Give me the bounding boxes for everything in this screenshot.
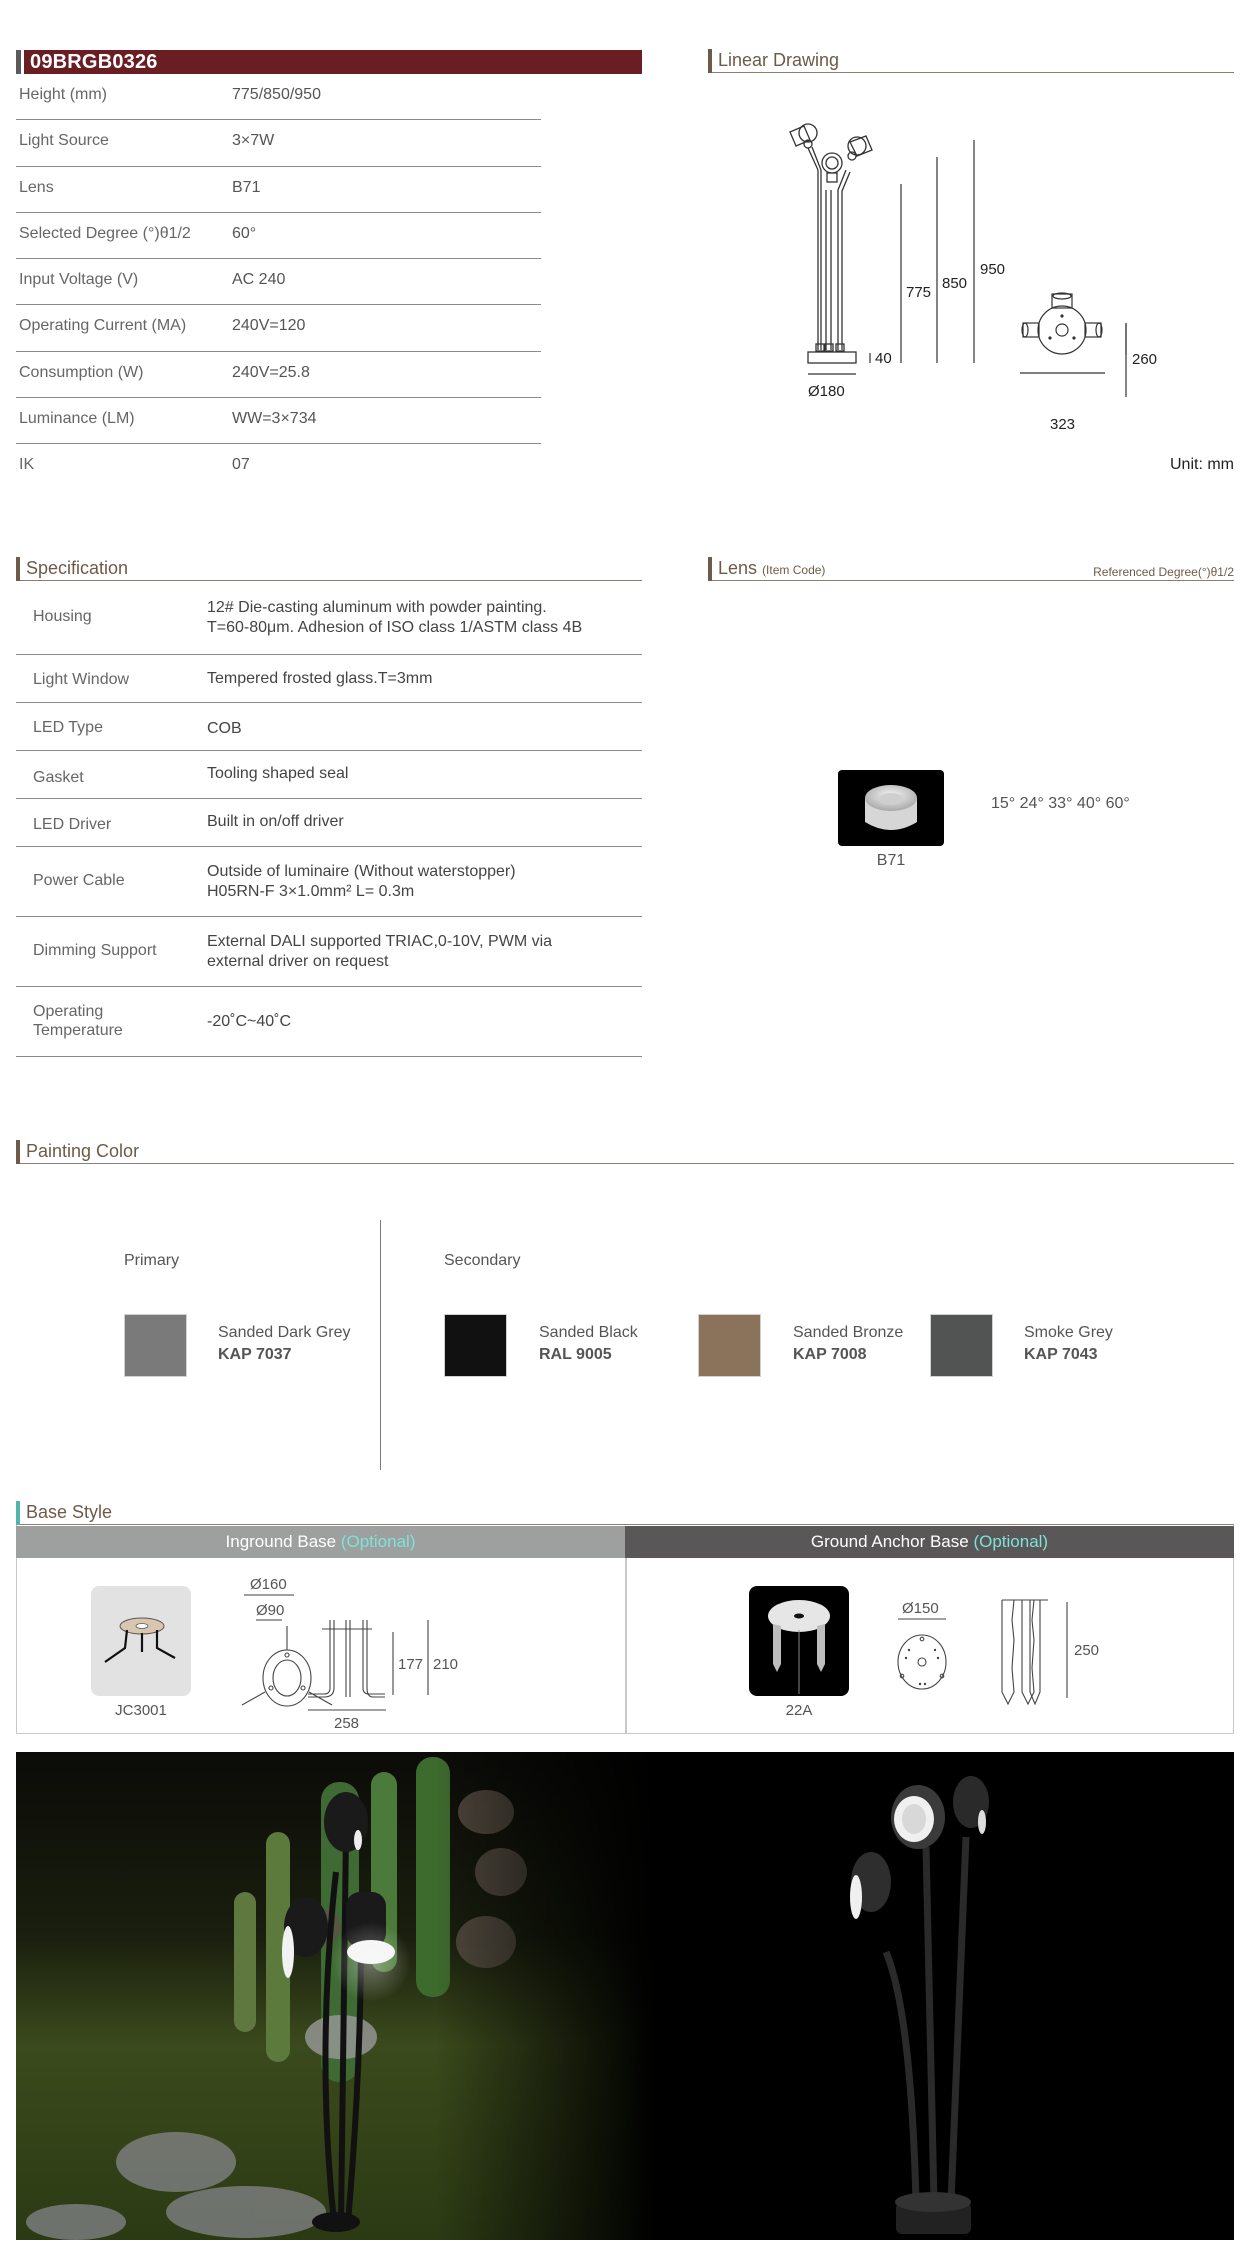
spec-row-luminance (16, 398, 541, 444)
spec-label: Input Voltage (V) (19, 271, 139, 289)
section-accent-bar (16, 557, 20, 581)
spec-value: WW=3×734 (232, 410, 317, 428)
tab-label: Inground Base (225, 1532, 337, 1551)
spec-label-line: Operating (33, 1003, 104, 1020)
dim-height-950: 950 (980, 261, 1006, 278)
section-accent-bar (16, 1140, 20, 1164)
base-split-divider (625, 1558, 627, 1734)
inground-base-tab (16, 1526, 625, 1558)
spec-label: Lens (19, 178, 54, 196)
lens-b71-image (838, 770, 944, 846)
inground-base-title (16, 1532, 625, 1552)
optional-label: (Optional) (973, 1532, 1049, 1551)
ground-anchor-base-title (625, 1532, 1234, 1552)
color-entry-sanded-black (539, 1322, 638, 1366)
spec-label: Gasket (33, 769, 84, 786)
spec-label: LED Driver (33, 816, 112, 833)
anchor-side-view (1002, 1600, 1067, 1704)
section-accent-bar (708, 49, 712, 73)
spec-label: LED Type (33, 719, 103, 736)
painting-color-header (16, 1140, 1234, 1164)
spec-label: Height (mm) (19, 86, 108, 103)
spec-row-led-driver (16, 799, 642, 847)
spec-value (207, 862, 516, 902)
section-title: Specification (26, 558, 129, 578)
color-code: KAP 7008 (793, 1346, 867, 1363)
spec-row-selected-degree (16, 213, 541, 259)
product-title-bar (16, 50, 642, 74)
spec-label-line: Temperature (33, 1022, 123, 1039)
spec-value (207, 598, 582, 638)
color-name: Smoke Grey (1024, 1324, 1113, 1341)
section-title (718, 558, 825, 579)
spec-value: Tempered frosted glass.T=3mm (207, 670, 433, 687)
spec-label: Operating Current (MA) (19, 317, 187, 335)
color-name: Sanded Dark Grey (218, 1324, 351, 1341)
tab-label: Ground Anchor Base (810, 1532, 969, 1551)
base-style-header (16, 1501, 1234, 1525)
dim-height-775: 775 (906, 284, 932, 301)
luminaire-top-view (1022, 293, 1102, 354)
spec-label: Power Cable (33, 872, 125, 889)
specification-table (16, 585, 642, 1057)
spec-value: 775/850/950 (232, 86, 321, 103)
spec-label: Light Source (19, 132, 109, 150)
swatch-sanded-black (444, 1314, 507, 1377)
lens-degrees: 15° 24° 33° 40° 60° (991, 795, 1130, 812)
inground-base-icon (91, 1586, 191, 1696)
spec-row-gasket (16, 751, 642, 799)
dim-anchor-diameter: Ø150 (902, 1600, 939, 1617)
spec-value: AC 240 (232, 271, 286, 289)
linear-drawing-header (708, 49, 1234, 73)
swatch-smoke-grey (930, 1314, 993, 1377)
inground-base-photo (91, 1586, 191, 1696)
color-entry-sanded-bronze (793, 1322, 903, 1366)
ground-anchor-base-icon (749, 1586, 849, 1696)
color-code: KAP 7043 (1024, 1346, 1098, 1363)
dim-top-width: 323 (1050, 416, 1076, 433)
primary-label: Primary (124, 1252, 180, 1269)
dim-base-diameter: Ø180 (808, 383, 845, 400)
secondary-label: Secondary (444, 1252, 521, 1269)
basic-spec-table (16, 74, 541, 491)
spec-value-line: External DALI supported TRIAC,0-10V, PWM via (207, 933, 553, 950)
optional-label: (Optional) (340, 1532, 416, 1551)
scene-fade (436, 1752, 656, 2240)
dim-inground-h1: 177 (398, 1656, 424, 1673)
spec-value: 240V=120 (232, 317, 306, 335)
spec-row-power-cable (16, 847, 642, 917)
anchor-top-view (898, 1619, 946, 1689)
spec-row-operating-temperature (16, 987, 642, 1057)
ground-anchor-base-tab (625, 1526, 1234, 1558)
spec-value: 07 (232, 456, 250, 474)
color-name: Sanded Black (539, 1324, 638, 1341)
section-accent-bar (16, 1501, 20, 1525)
spec-label: Dimming Support (33, 942, 157, 959)
swatch-sanded-dark-grey (124, 1314, 187, 1377)
referenced-degree-label: Referenced Degree(°)θ1/2 (1093, 565, 1234, 579)
section-title: Base Style (26, 1502, 113, 1522)
spec-value: Tooling shaped seal (207, 765, 349, 782)
color-entry-smoke-grey (1024, 1322, 1113, 1366)
spec-value (207, 932, 552, 972)
spec-value-line: Outside of luminaire (Without waterstopper) (207, 863, 516, 880)
dim-inground-outer-diameter: Ø160 (250, 1576, 287, 1593)
spec-row-light-source (16, 120, 541, 166)
dim-inground-inner-diameter: Ø90 (256, 1602, 285, 1619)
linear-drawing (700, 120, 1240, 450)
section-title: Linear Drawing (718, 50, 840, 70)
spec-label: IK (19, 456, 35, 474)
spec-value-line: 12# Die-casting aluminum with powder painting. (207, 599, 547, 616)
color-entry-sanded-dark-grey (218, 1322, 351, 1366)
spec-value-line: external driver on request (207, 953, 389, 970)
spec-label: Light Window (33, 671, 130, 688)
swatch-sanded-bronze (698, 1314, 761, 1377)
spec-label: Consumption (W) (19, 363, 144, 381)
inground-base-drawings (230, 1570, 520, 1730)
color-code: KAP 7037 (218, 1346, 292, 1363)
lens-header (708, 557, 1234, 581)
painting-divider (380, 1220, 381, 1470)
lens-subtitle: (Item Code) (762, 563, 826, 577)
product-code: 09BRGB0326 (30, 51, 158, 73)
spec-value: -20˚C~40˚C (207, 1013, 292, 1030)
luminaire-side-view (790, 124, 872, 363)
spec-row-operating-current (16, 305, 541, 351)
studio-background (656, 1752, 1234, 2240)
spec-row-dimming-support (16, 917, 642, 987)
section-accent-bar (708, 557, 712, 581)
spec-row-lens (16, 167, 541, 213)
spec-row-height (16, 74, 541, 120)
title-tick (16, 50, 24, 74)
dim-top-height: 260 (1132, 351, 1158, 368)
color-name: Sanded Bronze (793, 1324, 904, 1341)
color-code: RAL 9005 (539, 1346, 612, 1363)
spec-value: 3×7W (232, 132, 275, 150)
spec-row-light-window (16, 655, 642, 703)
specification-header (16, 557, 642, 581)
spec-label: Selected Degree (°)θ1/2 (19, 224, 191, 242)
spec-label: Luminance (LM) (19, 410, 135, 428)
spec-row-ik (16, 444, 541, 490)
spec-row-consumption (16, 352, 541, 398)
spec-value-line: T=60-80μm. Adhesion of ISO class 1/ASTM class 4B (207, 619, 583, 636)
ground-anchor-base-code: 22A (785, 1702, 813, 1719)
ground-anchor-drawings (880, 1580, 1120, 1710)
section-title: Painting Color (26, 1141, 140, 1161)
lens-title: Lens (718, 558, 758, 578)
spec-label: Housing (33, 608, 92, 625)
dim-base-height: 40 (875, 350, 892, 367)
product-photo-scene (16, 1752, 1234, 2240)
spec-label (33, 1002, 123, 1040)
spec-value-line: H05RN-F 3×1.0mm² L= 0.3m (207, 883, 415, 900)
dim-height-850: 850 (942, 275, 968, 292)
spec-value: COB (207, 720, 242, 737)
spec-row-housing (16, 585, 642, 655)
dim-anchor-height: 250 (1074, 1642, 1100, 1659)
spec-row-led-type (16, 703, 642, 751)
lens-code: B71 (876, 852, 906, 869)
spec-row-input-voltage (16, 259, 541, 305)
dim-inground-h2: 210 (433, 1656, 459, 1673)
ground-anchor-base-photo (749, 1586, 849, 1696)
product-photo (16, 1752, 1234, 2240)
dim-inground-width: 258 (334, 1715, 360, 1730)
lens-icon (838, 770, 944, 846)
spec-value: B71 (232, 178, 261, 196)
dimension-lines (808, 120, 1240, 397)
spec-value: Built in on/off driver (207, 813, 344, 830)
spec-value: 240V=25.8 (232, 363, 310, 381)
inground-base-code: JC3001 (115, 1702, 167, 1719)
spec-value: 60° (232, 224, 257, 242)
unit-label: Unit: mm (1170, 456, 1234, 473)
anchor-top-view-holes (905, 1649, 939, 1685)
